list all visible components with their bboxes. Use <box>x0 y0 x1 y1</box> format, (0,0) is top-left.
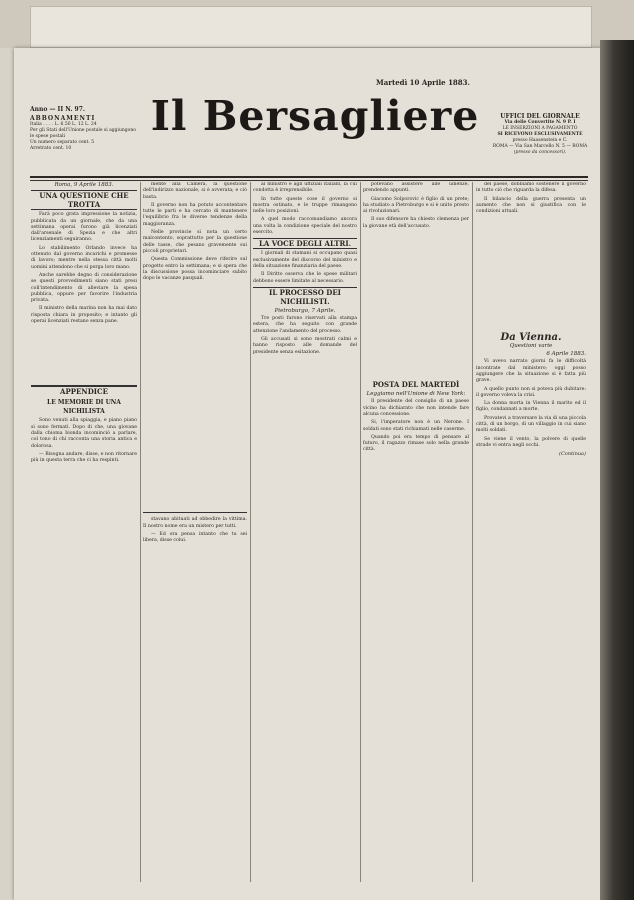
subscription-line: Un numero separato cent. 5 <box>30 140 95 145</box>
paragraph: Sono venuti alla spiaggia, e piano piano si sono fermati. Dopo di che, una giovane dalla chioma bionda incominciò a parlare, col tono di chi racconta una storia antica e dolorosa. <box>31 418 137 449</box>
newspaper-title: Il Bersagliere <box>150 92 480 140</box>
issue-number: Anno — II N. 97. <box>30 106 85 113</box>
paragraph: Il ministro della marina non ha mai dato risposta chiara in proposito; e intanto gli operai licenziati restano senza pane. <box>31 306 137 325</box>
column-2 <box>143 182 247 882</box>
paragraph: Il presidente del consiglio di un paese vicino ha dichiarato che non intende fare alcuna concessione. <box>363 399 469 417</box>
office-line: (presso da concessori). <box>513 150 567 155</box>
continued-note: (Continua) <box>559 451 586 458</box>
paragraph: Farà poco grata impressione la notizia, pubblicata da un giornale, che da una settimana operai furono già licenziati dall'arsenale di Spezia e che altri licenziamenti seguiranno. <box>31 212 137 243</box>
column-separator <box>250 182 251 882</box>
paragraph: Provatevi a traversare la via di una piccola città, di un borgo, di un villaggio in cui siano molti soldati. <box>476 415 586 434</box>
folded-sheet <box>30 6 592 48</box>
article-heading: Da Vienna. <box>500 332 562 344</box>
paragraph: In tutte queste cose il governo si mostra ostinato, e le truppe rimangono nelle loro posizioni. <box>253 196 357 215</box>
paragraph: Lo stabilimento Orlando invece ha ottenuto dal governo incarichi e promesse di lavoro; mentre nella stessa città molti uomini attendono che si porga loro mano. <box>31 245 137 270</box>
appendix-title: LE MEMORIE DI UNA NICHILISTA <box>47 399 121 416</box>
subscription-line: Italia . . . . L. 6.50 L. 12 L. 24 <box>30 122 97 127</box>
subscription-box <box>30 116 140 152</box>
paragraph: Il bilancio della guerra presenta un aumento che non si giustifica con le condizioni attuali. <box>476 196 586 215</box>
paragraph: — Ed ora pensa intanto che tu sei libera, disse colui. <box>143 532 247 544</box>
paragraph: Quando poi era tempo di pensare al futuro, il ragazzo rimase solo nella grande città. <box>363 434 469 453</box>
paragraph: Il governo non ha potuto accontentare tutte le parti e ha cercato di mantenere l'equilibrio fra le diverse tendenze della maggioranza. <box>143 202 247 227</box>
paragraph: Anche sarebbe degno di considerazione se questi provvedimenti siano stati presi coll'intendimento di alleviare la spesa pubblica, oppure per favorire l'industria privata. <box>31 272 137 304</box>
article-dateline: 6 Aprile 1883. <box>546 351 586 358</box>
subscription-line: Arretrato cent. 10 <box>30 146 72 151</box>
article-heading: POSTA DEL MARTEDÌ <box>372 380 460 390</box>
paragraph: Tre posti furono riservati alla stampa estera, che ha seguito con grande attenzione l'andamento del processo. <box>253 316 357 334</box>
article-dateline: Pietroburgo, 7 Aprile. <box>274 307 336 314</box>
paragraph: Se viene il vento, la polvere di quelle strade vi entra negli occhi. <box>476 436 586 448</box>
office-heading: UFFICI DEL GIORNALE <box>500 113 580 120</box>
paragraph: Giacomo Solporovic è figlio di un prete; ha studiato a Pietroburgo e si è unito presto ai rivoluzionari. <box>363 196 469 215</box>
paragraph: A quello punto non si poteva più dubitare: il governo voleva la crisi. <box>476 386 586 398</box>
office-line: SI RICEVONO ESCLUSIVAMENTE <box>497 132 583 137</box>
paragraph: al ministro e agli uffiziali italiani, la cui condotta è irreprensibile. <box>253 182 357 194</box>
column-1 <box>31 182 137 882</box>
paragraph: stavano abituati ad obbedire la vittima. Il nostro nome era un mistero per tutti. <box>143 517 247 529</box>
article-heading: IL PROCESSO DEI NICHILISTI. <box>253 287 357 306</box>
paragraph: — Bisogna andare, disse, e non ritornare più in questa terra che ci ha respinti. <box>31 451 137 464</box>
appendix-heading: APPENDICE <box>31 385 137 396</box>
masthead-date: Martedì 10 Aprile 1883. <box>376 78 470 87</box>
masthead-rule <box>30 176 588 178</box>
article-heading: LA VOCE DEGLI ALTRI. <box>253 238 357 249</box>
article-dateline: Roma, 9 Aprile 1883. <box>54 182 114 188</box>
office-line: presso Haasenstein e C. <box>512 138 568 143</box>
paragraph: potevano assistere alle udienze, prendendo appunti. <box>363 182 469 194</box>
office-line: LE INSERZIONI A PAGAMENTO <box>502 126 578 131</box>
paragraph: Il Diritto osserva che le spese militari debbono essere limitate al necessario. <box>253 272 357 284</box>
column-separator <box>360 182 361 882</box>
section-rule <box>143 512 247 513</box>
subscription-heading: ABBONAMENTI <box>30 115 96 122</box>
paragraph: Vi avevo narrato giorni fa le difficoltà incontrate dal ministero; oggi posso aggiungere che la situazione si è fatta più grave. <box>476 359 586 384</box>
masthead <box>30 78 590 174</box>
paragraph: La donna morta in Vienna il marito ed il figlio, condannati a morte. <box>476 401 586 413</box>
paragraph: Questa Commissione deve riferire sul progetto entro la settimana; e si spera che la discussione possa incominciare subito dopo le vacanze pasquali. <box>143 257 247 282</box>
paragraph: Nelle provincie si nota un certo malcontento, soprattutto per la questione delle tasse, che pesano gravemente sui piccoli proprietari. <box>143 230 247 254</box>
office-box <box>485 114 595 156</box>
column-separator <box>472 182 473 882</box>
paragraph: I giornali di stamani si occupano quasi esclusivamente del discorso del ministro e della situazione finanziaria del paese. <box>253 251 357 269</box>
masthead-rule-thin <box>30 180 588 181</box>
article-subheading: Leggiamo nell'Unione di New York: <box>366 391 466 398</box>
paragraph: A quel modo raccomandiamo ancora una volta la condizione speciale del nostro esercito. <box>253 217 357 236</box>
paragraph: Il suo difensore ha chiesto clemenza per la giovane età dell'accusato. <box>363 217 469 229</box>
paragraph: del paese, dobbiamo sostenere il governo in tutto ciò che riguarda la difesa. <box>476 182 586 194</box>
paragraph: Si, l'imperatore non è un Nerone. I soldati sono stati richiamati nelle caserme. <box>363 420 469 432</box>
column-4 <box>363 182 469 882</box>
office-address: Via delle Convertite N. 9 P. I <box>504 120 576 125</box>
article-heading: UNA QUESTIONE CHE TROTTA <box>31 190 137 210</box>
column-separator <box>140 182 141 882</box>
subscription-line: Per gli Stati dell'Unione postale si aggiungono le spese postali <box>30 128 136 139</box>
binding-edge <box>600 40 634 900</box>
paragraph: Gli accusati si sono mostrati calmi e hanno risposto alle domande del presidente senza esitazione. <box>253 337 357 355</box>
column-3 <box>253 182 357 882</box>
article-subheading: Questioni varie <box>509 342 553 349</box>
office-line: ROMA — Via San Marcello N. 5 — ROMA <box>492 144 588 149</box>
paragraph: mente alla Camera, la questione dell'indirizzo nazionale, si è avverata; e ciò basta. <box>143 182 247 200</box>
column-5 <box>476 182 586 882</box>
